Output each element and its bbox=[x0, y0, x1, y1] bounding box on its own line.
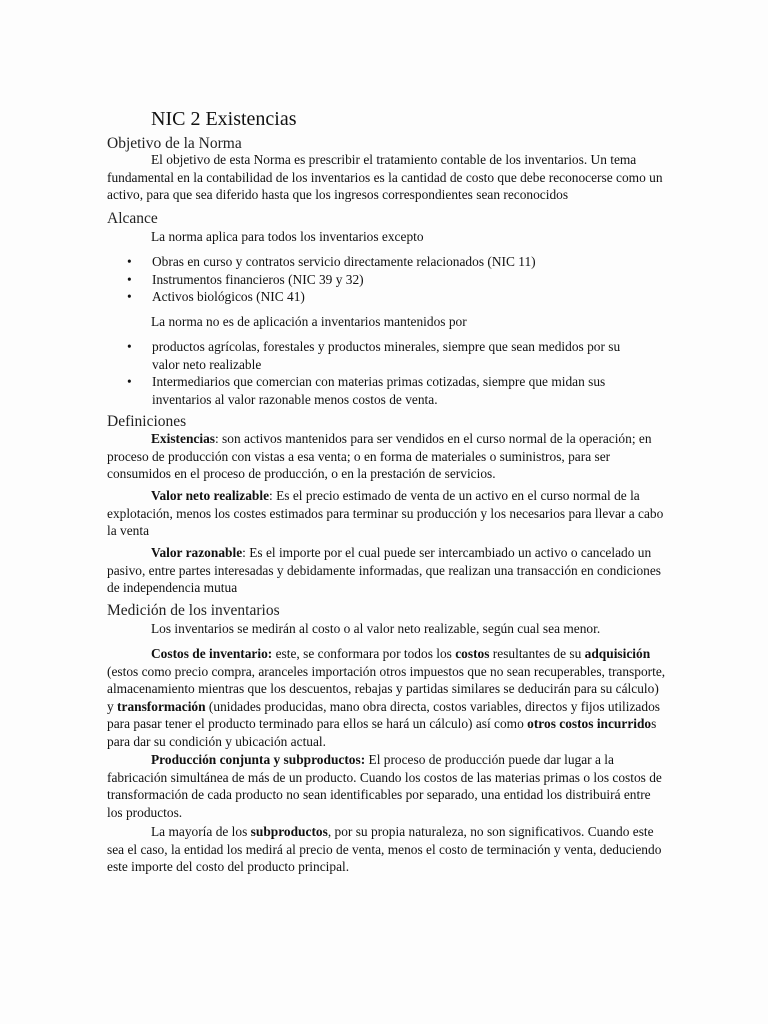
alcance-intro-2: La norma no es de aplicación a inventarios mantenidos por bbox=[151, 314, 467, 329]
medicion-intro: Los inventarios se medirán al costo o al valor neto realizable, según cual sea menor. bbox=[151, 621, 601, 636]
definition-existencias: Existencias: son activos mantenidos para ser vendidos en el curso normal de la operación; en proceso de producción con vistas a esa venta; o en forma de materiales o suministros, para ser consumidos en el proceso de producción, o en la prestación de servicios. bbox=[107, 431, 652, 482]
paragraph-produccion-conjunta: Producción conjunta y subproductos: El proceso de producción puede dar lugar a la fabricación simultánea de más de un producto. Cuando los costos de las materias primas o los costos de transformación de cada producto no sean identificables por separado, una entidad los distribuirá entre los productos. bbox=[107, 752, 662, 820]
document-title: NIC 2 Existencias bbox=[151, 108, 297, 130]
term-valor-neto-realizable: Valor neto realizable bbox=[151, 488, 270, 503]
definition-valor-razonable: Valor razonable: Es el importe por el cual puede ser intercambiado un activo o cancelado un pasivo, entre partes interesadas y debidamente informadas, que realizan una transacción en condiciones de independencia mutua bbox=[107, 545, 661, 596]
term-existencias: Existencias bbox=[151, 431, 215, 446]
list-item: • productos agrícolas, forestales y productos minerales, siempre que sean medidos por su valor neto realizable bbox=[127, 338, 647, 373]
list-item: • Obras en curso y contratos servicio directamente relacionados (NIC 11) bbox=[127, 253, 647, 271]
alcance-intro: La norma aplica para todos los inventarios excepto bbox=[151, 229, 424, 244]
heading-medicion: Medición de los inventarios bbox=[107, 602, 280, 619]
term-valor-razonable: Valor razonable bbox=[151, 545, 243, 560]
paragraph-subproductos: La mayoría de los subproductos, por su propia naturaleza, no son significativos. Cuando este sea el caso, la entidad los medirá al precio de venta, menos el costo de terminación y venta, deduciendo este importe del costo del producto principal. bbox=[107, 824, 662, 875]
heading-objetivo: Objetivo de la Norma bbox=[107, 135, 242, 152]
list-item: • Instrumentos financieros (NIC 39 y 32) bbox=[127, 271, 647, 289]
exclusions-list bbox=[127, 338, 647, 408]
list-item: • Intermediarios que comercian con materias primas cotizadas, siempre que midan sus inventarios al valor razonable menos costos de venta. bbox=[127, 373, 647, 408]
exceptions-list bbox=[127, 253, 647, 306]
definition-valor-neto-realizable: Valor neto realizable: Es el precio estimado de venta de un activo en el curso normal de la explotación, menos los costes estimados para terminar su producción y los necesarios para llevar a cabo la venta bbox=[107, 488, 664, 539]
heading-alcance: Alcance bbox=[107, 210, 158, 227]
paragraph-costos-inventario: Costos de inventario: este, se conformara por todos los costos resultantes de su adquisición (estos como precio compra, aranceles importación otros impuestos que no sean recuperables, transporte, almacenamiento mientras que los descuentos, rebajas y partidas similares se deducirán para su cálculo) y transformación (unidades producidas, mano obra directa, costos variables, directos y fijos utilizados para pasar tener el producto terminado para ellos se hará un cálculo) así como otros costos incurridos para dar su condición y ubicación actual. bbox=[107, 646, 666, 749]
list-item: • Activos biológicos (NIC 41) bbox=[127, 288, 647, 306]
heading-definiciones: Definiciones bbox=[107, 413, 187, 430]
paragraph-objetivo: El objetivo de esta Norma es prescribir el tratamiento contable de los inventarios. Un tema fundamental en la contabilidad de los inventarios es la cantidad de costo que debe reconocerse como un activo, para que sea diferido hasta que los ingresos correspondientes sean reconocidos bbox=[107, 152, 663, 203]
